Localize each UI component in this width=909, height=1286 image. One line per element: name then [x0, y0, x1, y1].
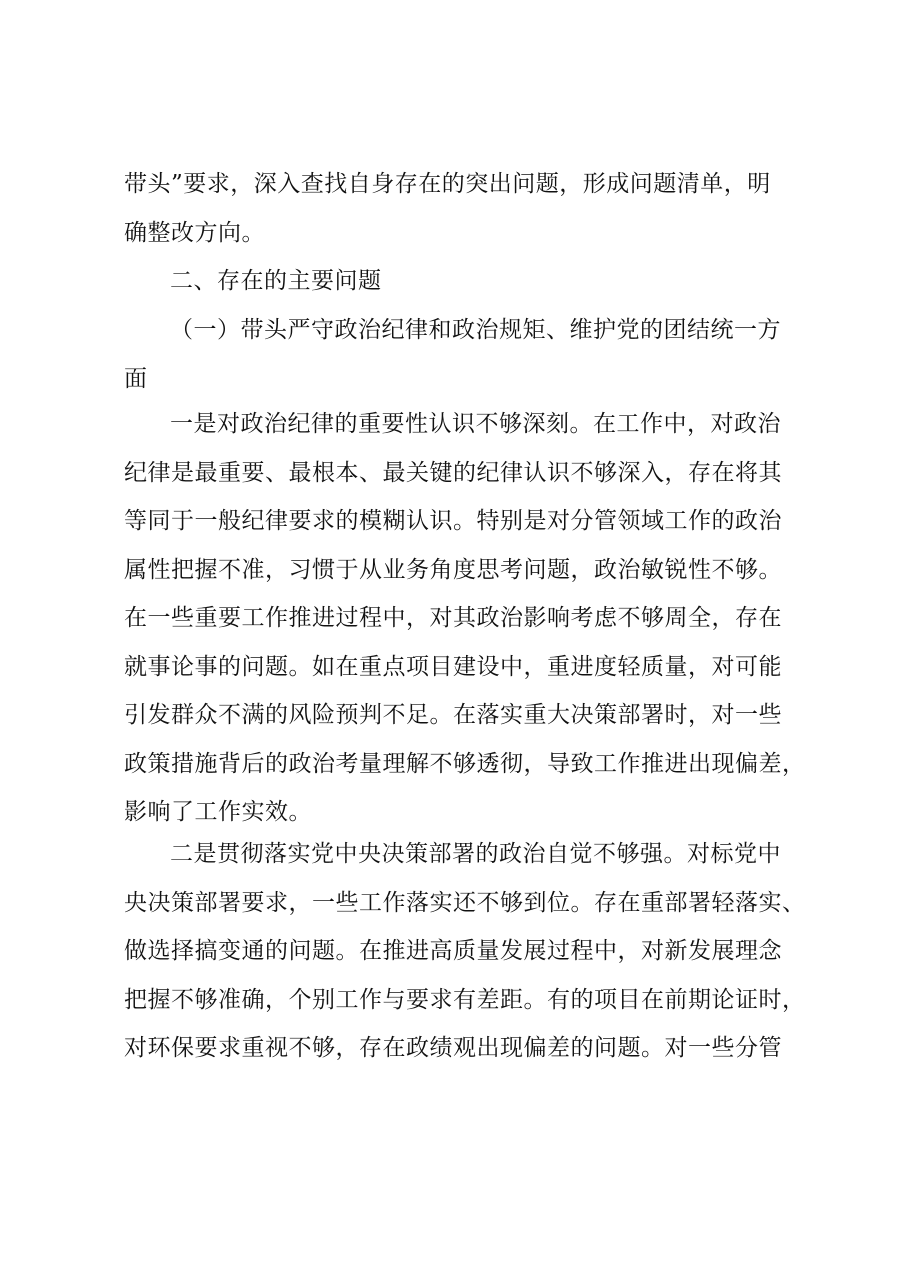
- text-line: 央决策部署要求，一些工作落实还不够到位。存在重部署轻落实、: [124, 889, 806, 916]
- text-line: 一是对政治纪律的重要性认识不够深刻。在工作中，对政治: [170, 411, 781, 437]
- paragraph-intro-continuation: [124, 160, 794, 257]
- text-line: 就事论事的问题。如在重点项目建设中，重进度轻质量，对可能: [124, 653, 782, 680]
- text-line: 在一些重要工作推进过程中，对其政治影响考虑不够周全，存在: [124, 605, 782, 631]
- section-heading: [124, 257, 794, 306]
- text-line: 政策措施背后的政治考量理解不够透彻，导致工作推进出现偏差，: [124, 750, 806, 777]
- text-line: 影响了工作实效。: [124, 799, 312, 825]
- text-line: 做选择搞变通的问题。在推进高质量发展过程中，对新发展理念: [124, 938, 782, 964]
- paragraph-point-two: [124, 830, 806, 1073]
- text-line: 等同于一般纪律要求的模糊认识。特别是对分管领域工作的政治: [124, 508, 782, 534]
- text-line: 确整改方向。: [124, 219, 265, 246]
- text-line: 引发群众不满的风险预判不足。在落实重大决策部署时，对一些: [124, 702, 782, 728]
- text-line: 纪律是最重要、最根本、最关键的纪律认识不够深入，存在将其: [124, 459, 782, 486]
- subsection-heading: [124, 306, 794, 403]
- text-line: 把握不够准确，个别工作与要求有差距。有的项目在前期论证时，: [124, 986, 806, 1013]
- text-line: 二是贯彻落实党中央决策部署的政治自觉不够强。对标党中: [170, 841, 781, 867]
- text-line: 属性把握不准，习惯于从业务角度思考问题，政治敏锐性不够。: [124, 556, 782, 583]
- subsection-title-line: （一）带头严守政治纪律和政治规矩、维护党的团结统一方: [170, 317, 781, 343]
- text-line: 对环保要求重视不够，存在政绩观出现偏差的问题。对一些分管: [124, 1035, 782, 1061]
- text-line: 带头”要求，深入查找自身存在的突出问题，形成问题清单，明: [124, 171, 771, 197]
- subsection-title-line: 面: [124, 365, 148, 392]
- section-title: 二、存在的主要问题: [170, 268, 382, 294]
- paragraph-point-one: [124, 400, 806, 837]
